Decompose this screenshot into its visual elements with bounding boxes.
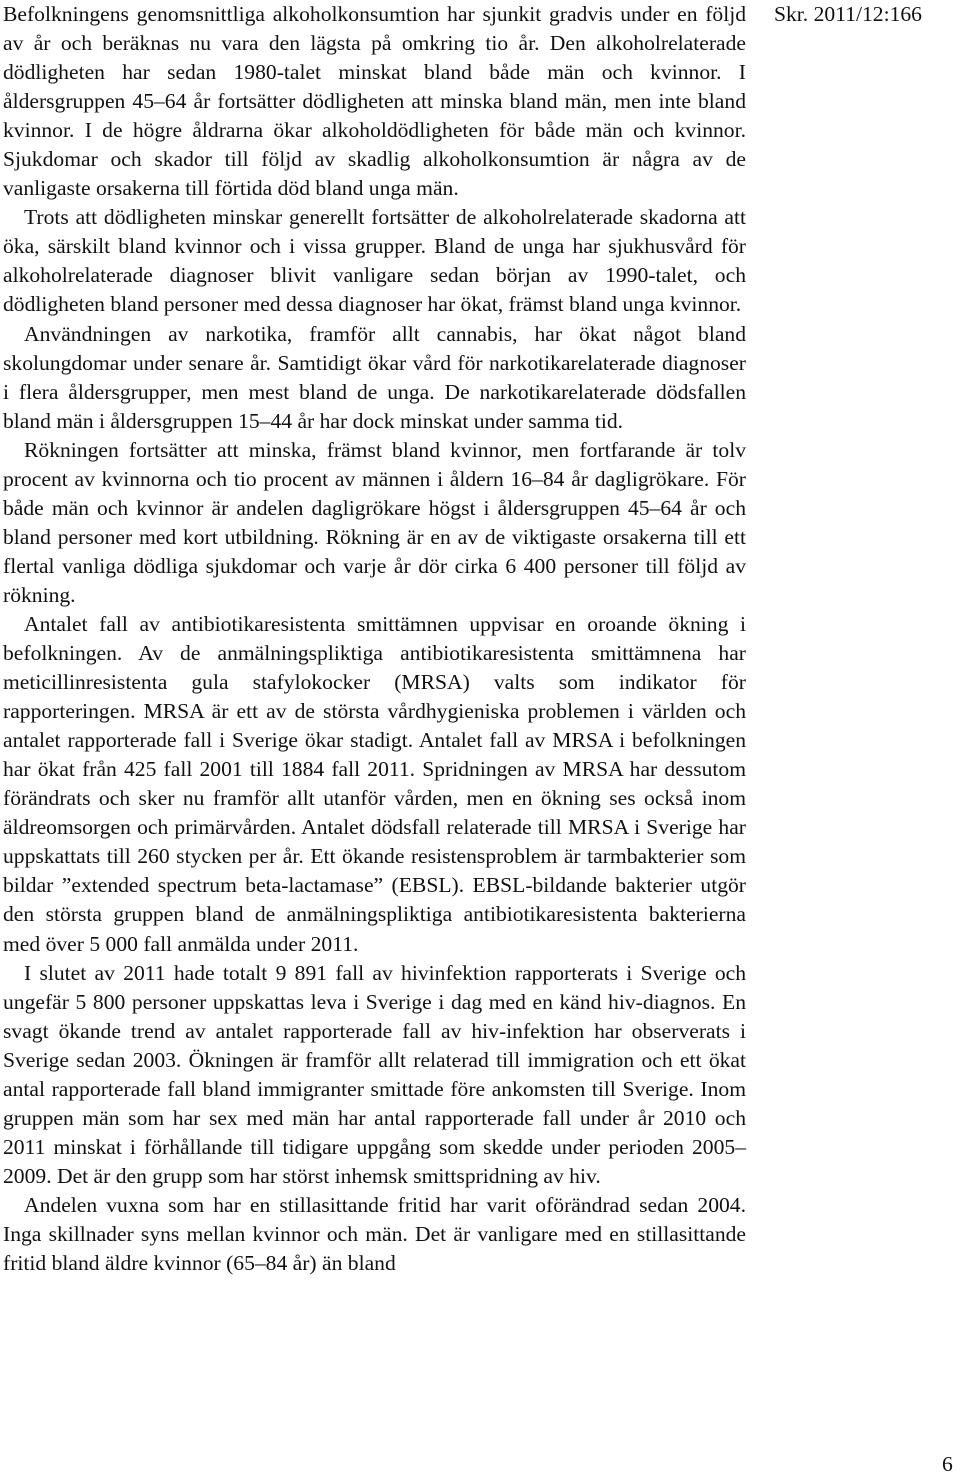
page-number: 6 (942, 1452, 953, 1476)
document-reference: Skr. 2011/12:166 (774, 2, 922, 26)
paragraph-antibiotic-resistance: Antalet fall av antibiotikaresistenta smittämnen uppvisar en oroande ökning i befolkningen. Av de anmälningspliktiga antibiotikaresistenta smittämnena har meticillinresistenta gula stafylokocker (MRSA) valts som indikator för rapporteringen. MRSA är ett av de största vårdhygieniska problemen i världen och antalet rapporterade fall i Sverige ökar stadigt. Antalet fall av MRSA i befolkningen har ökat från 425 fall 2001 till 1884 fall 2011. Spridningen av MRSA har dessutom förändrats och sker nu framför allt utanför vården, men en ökning ses också inom äldreomsorgen och primärvården. Antalet dödsfall relaterade till MRSA i Sverige har uppskattats till 260 stycken per år. Ett ökande resistensproblem är tarmbakterier som bildar ”extended spectrum beta-lactamase” (EBSL). EBSL-bildande bakterier utgör den största gruppen bland de anmälningspliktiga antibiotikaresistenta bakterierna med över 5 000 fall anmälda under 2011. (3, 611, 746, 956)
paragraph-smoking: Rökningen fortsätter att minska, främst bland kvinnor, men fortfarande är tolv procent av kvinnorna och tio procent av männen i åldern 16–84 år dagligrökare. För både män och kvinnor är andelen dagligrökare högst i åldersgruppen 45–64 år och bland personer med kort utbildning. Rökning är en av de viktigaste orsakerna till ett flertal vanliga dödliga sjukdomar och varje år dör cirka 6 400 personer till följd av rökning. (3, 437, 746, 607)
body-text (3, 0, 746, 1278)
paragraph-alcohol-harm: Trots att dödligheten minskar generellt fortsätter de alkoholrelaterade skadorna att öka, särskilt bland kvinnor och i vissa grupper. Bland de unga har sjukhusvård för alkoholrelaterade diagnoser blivit vanligare sedan början av 1990-talet, och dödligheten bland personer med dessa diagnoser har ökat, främst bland unga kvinnor. (3, 205, 746, 317)
paragraph-alcohol-consumption: Befolkningens genomsnittliga alkoholkonsumtion har sjunkit gradvis under en följd av år och beräknas nu vara den lägsta på omkring tio år. Den alkoholrelaterade dödligheten har sedan 1980-talet minskat bland både män och kvinnor. I åldersgruppen 45–64 år fortsätter dödligheten att minska bland män, men inte bland kvinnor. I de högre åldrarna ökar alkoholdödligheten för både män och kvinnor. Sjukdomar och skador till följd av skadlig alkoholkonsumtion är några av de vanligaste orsakerna till förtida död bland unga män. (3, 2, 746, 201)
paragraph-narcotics: Användningen av narkotika, framför allt cannabis, har ökat något bland skolungdomar under senare år. Samtidigt ökar vård för narkotikarelaterade diagnoser i flera åldersgrupper, men mest bland de unga. De narkotikarelaterade dödsfallen bland män i åldersgruppen 15–44 år har dock minskat under samma tid. (3, 321, 746, 433)
paragraph-physical-activity: Andelen vuxna som har en stillasittande fritid har varit oförändrad sedan 2004. Inga skillnader syns mellan kvinnor och män. Det är vanligare med en stillasittande fritid bland äldre kvinnor (65–84 år) än bland (3, 1192, 746, 1276)
paragraph-hiv: I slutet av 2011 hade totalt 9 891 fall av hivinfektion rapporterats i Sverige och ungefär 5 800 personer uppskattas leva i Sverige i dag med en känd hiv-diagnos. En svagt ökande trend av antalet rapporterade fall av hiv-infektion har observerats i Sverige sedan 2003. Ökningen är framför allt relaterad till immigration och ett ökat antal rapporterade fall bland immigranter smittade före ankomsten till Sverige. Inom gruppen män som har sex med män har antal rapporterade fall under år 2010 och 2011 minskat i förhållande till tidigare uppgång som skedde under perioden 2005–2009. Det är den grupp som har störst inhemsk smittspridning av hiv. (3, 960, 746, 1188)
